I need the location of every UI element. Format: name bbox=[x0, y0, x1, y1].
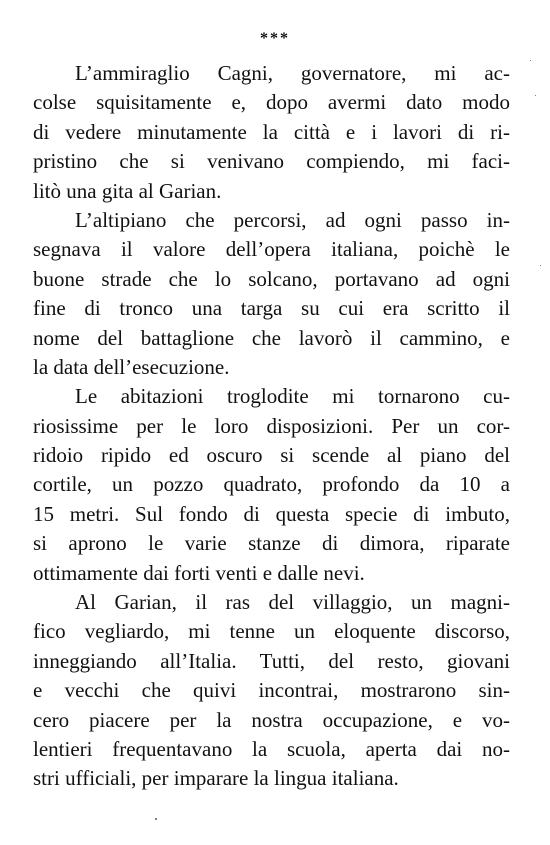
text-line: litò una gita al Garian. bbox=[33, 178, 222, 203]
text-line: Al Garian, il ras del villaggio, un magni- bbox=[75, 590, 510, 615]
text-line: buone strade che lo solcano, portavano ad ogni bbox=[33, 266, 510, 291]
paragraph-4 bbox=[33, 588, 510, 794]
text-line: stri ufficiali, per imparare la lingua italiana. bbox=[33, 766, 399, 791]
text-line: cero piacere per la nostra occupazione, e vo- bbox=[33, 707, 510, 732]
text-line: L’altipiano che percorsi, ad ogni passo in- bbox=[75, 207, 510, 232]
text-line: di vedere minutamente la città e i lavori di ri- bbox=[33, 119, 510, 144]
text-line: inneggiando all’Italia. Tutti, del resto, giovani bbox=[33, 648, 510, 673]
text-line: pristino che si venivano compiendo, mi faci- bbox=[33, 149, 510, 174]
text-line: colse squisitamente e, dopo avermi dato modo bbox=[33, 90, 510, 115]
text-line: cortile, un pozzo quadrato, profondo da 10 a bbox=[33, 472, 510, 497]
scan-speck bbox=[535, 95, 536, 96]
paragraph-3 bbox=[33, 382, 510, 588]
text-line: ridoio ripido ed oscuro si scende al piano del bbox=[33, 443, 510, 468]
text-line: segnava il valore dell’opera italiana, poichè le bbox=[33, 237, 510, 262]
text-line: nome del battaglione che lavorò il cammino, e bbox=[33, 325, 510, 350]
text-line: riosissime per le loro disposizioni. Per un cor- bbox=[33, 413, 510, 438]
section-ornament: *** bbox=[260, 30, 290, 47]
text-line: si aprono le varie stanze di dimora, riparate bbox=[33, 531, 510, 556]
paragraph-1 bbox=[33, 59, 510, 206]
scan-speck bbox=[155, 818, 157, 820]
text-line: la data dell’esecuzione. bbox=[33, 354, 230, 379]
text-line: e vecchi che quivi incontrai, mostrarono sin- bbox=[33, 678, 510, 703]
scan-speck bbox=[540, 265, 541, 266]
text-line: fico vegliardo, mi tenne un eloquente discorso, bbox=[33, 619, 510, 644]
scan-speck bbox=[530, 60, 531, 61]
text-line: fine di tronco una targa su cui era scritto il bbox=[33, 296, 510, 321]
body-text bbox=[33, 59, 510, 794]
text-line: L’ammiraglio Cagni, governatore, mi ac- bbox=[75, 61, 510, 85]
text-line: Le abitazioni troglodite mi tornarono cu- bbox=[75, 384, 510, 409]
text-line: 15 metri. Sul fondo di questa specie di imbuto, bbox=[33, 501, 510, 526]
text-line: ottimamente dai forti venti e dalle nevi. bbox=[33, 560, 365, 585]
paragraph-2 bbox=[33, 206, 510, 382]
text-line: lentieri frequentavano la scuola, aperta dai no- bbox=[33, 736, 510, 761]
